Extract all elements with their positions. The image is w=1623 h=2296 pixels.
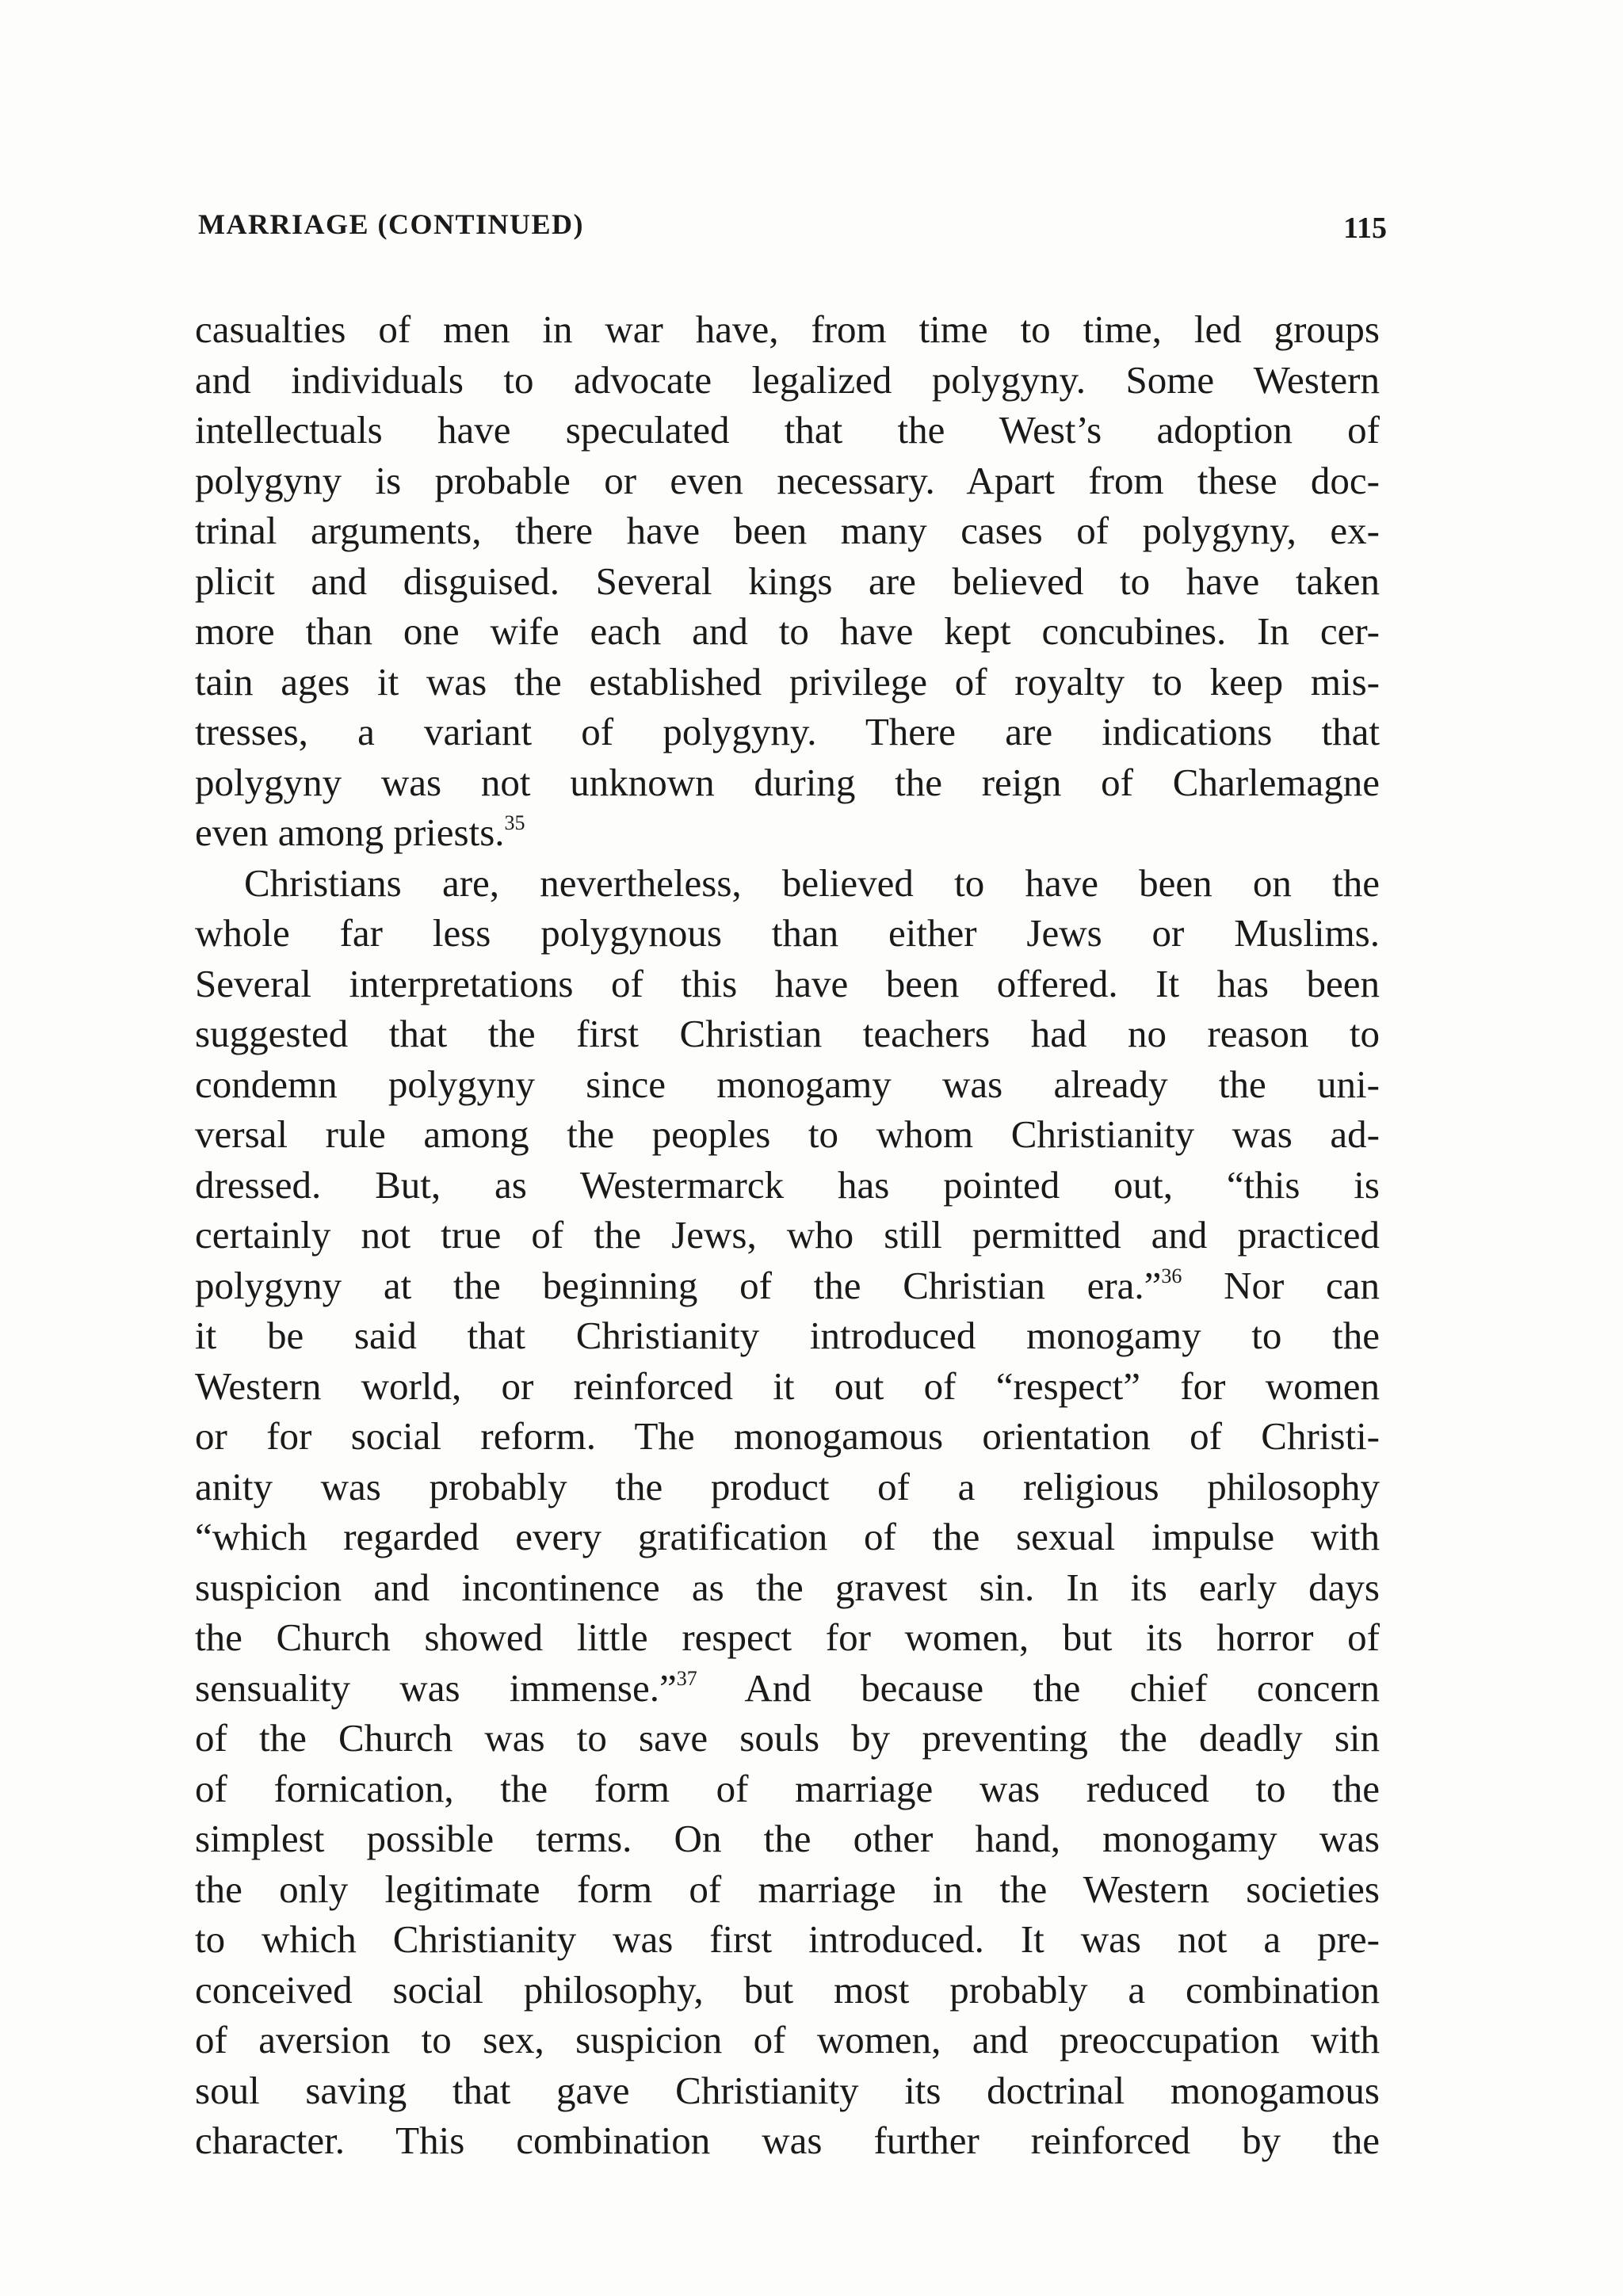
text-line-paragraph-end: [195, 807, 1380, 858]
text-line: polygyny was not unknown during the reign of Charlemagne: [195, 760, 1380, 804]
text-line: Western world, or reinforced it out of “respect” for women: [195, 1363, 1380, 1408]
text-line: or for social reform. The monogamous orientation of Christi-: [195, 1414, 1380, 1458]
text-line: casualties of men in war have, from time to time, led groups: [195, 307, 1380, 351]
text-line: the only legitimate form of marriage in the Western societies: [195, 1867, 1380, 1911]
text-line-with-footnote: [195, 1261, 1380, 1311]
text-line: whole far less polygynous than either Jews or Muslims.: [195, 911, 1380, 955]
text-line: versal rule among the peoples to whom Christianity was ad-: [195, 1112, 1380, 1156]
text-line: the Church showed little respect for women, but its horror of: [195, 1615, 1380, 1659]
footnote-ref-35: 35: [504, 811, 525, 834]
text-line: suggested that the first Christian teachers had no reason to: [195, 1012, 1380, 1055]
footnote-ref-37: 37: [676, 1666, 697, 1690]
page-number: 115: [1343, 212, 1387, 245]
text-line: simplest possible terms. On the other hand, monogamy was: [195, 1817, 1380, 1860]
text-line: polygyny is probable or even necessary. Apart from these doc-: [195, 458, 1380, 502]
text-line: condemn polygyny since monogamy was already the uni-: [195, 1062, 1380, 1106]
text-line-with-footnote: [195, 1663, 1380, 1714]
text-line: intellectuals have speculated that the West’s adoption of: [195, 408, 1380, 452]
text-line: character. This combination was further reinforced by the: [195, 2119, 1380, 2162]
text-line: of the Church was to save souls by preventing the deadly sin: [195, 1716, 1380, 1760]
text-line: of fornication, the form of marriage was reduced to the: [195, 1766, 1380, 1810]
text-line: more than one wife each and to have kept concubines. In cer-: [195, 609, 1380, 653]
text-line: “which regarded every gratification of the sexual impulse with: [195, 1515, 1380, 1558]
text-line: of aversion to sex, suspicion of women, and preoccupation with: [195, 2018, 1380, 2061]
text-line: and individuals to advocate legalized polygyny. Some Western: [195, 357, 1380, 402]
text-line-paragraph-start: Christians are, nevertheless, believed to have been on the: [244, 860, 1380, 905]
text-line: conceived social philosophy, but most probably a combination: [195, 1967, 1380, 2012]
text-line: to which Christianity was first introduced. It was not a pre-: [195, 1917, 1380, 1961]
text-line: dressed. But, as Westermarck has pointed out, “this is: [195, 1162, 1380, 1207]
footnote-ref-36: 36: [1161, 1264, 1182, 1287]
text-line: tresses, a variant of polygyny. There are indications that: [195, 710, 1380, 753]
text-line-content: polygyny at the beginning of the Christian era.”: [195, 1263, 1162, 1307]
text-line: suspicion and incontinence as the gravest sin. In its early days: [195, 1565, 1380, 1609]
text-line: it be said that Christianity introduced monogamy to the: [195, 1314, 1380, 1357]
running-head-title: MARRIAGE (CONTINUED): [198, 208, 584, 240]
text-line: soul saving that gave Christianity its doctrinal monogamous: [195, 2068, 1380, 2112]
body-text: [195, 304, 1380, 2166]
text-line: anity was probably the product of a religious philosophy: [195, 1464, 1380, 1508]
text-line: plicit and disguised. Several kings are believed to have taken: [195, 559, 1380, 603]
text-line-content: even among priests.: [195, 810, 505, 854]
running-head: [198, 208, 1387, 247]
text-line: tain ages it was the established privilege of royalty to keep mis-: [195, 659, 1380, 704]
text-line: certainly not true of the Jews, who still permitted and practiced: [195, 1213, 1380, 1257]
text-line: Several interpretations of this have been offered. It has been: [195, 961, 1380, 1005]
text-line-content: sensuality was immense.”: [195, 1665, 677, 1710]
text-line-content: Nor can: [1182, 1263, 1380, 1307]
text-line: trinal arguments, there have been many cases of polygyny, ex-: [195, 509, 1380, 552]
text-line-content: And because the chief concern: [697, 1665, 1380, 1710]
